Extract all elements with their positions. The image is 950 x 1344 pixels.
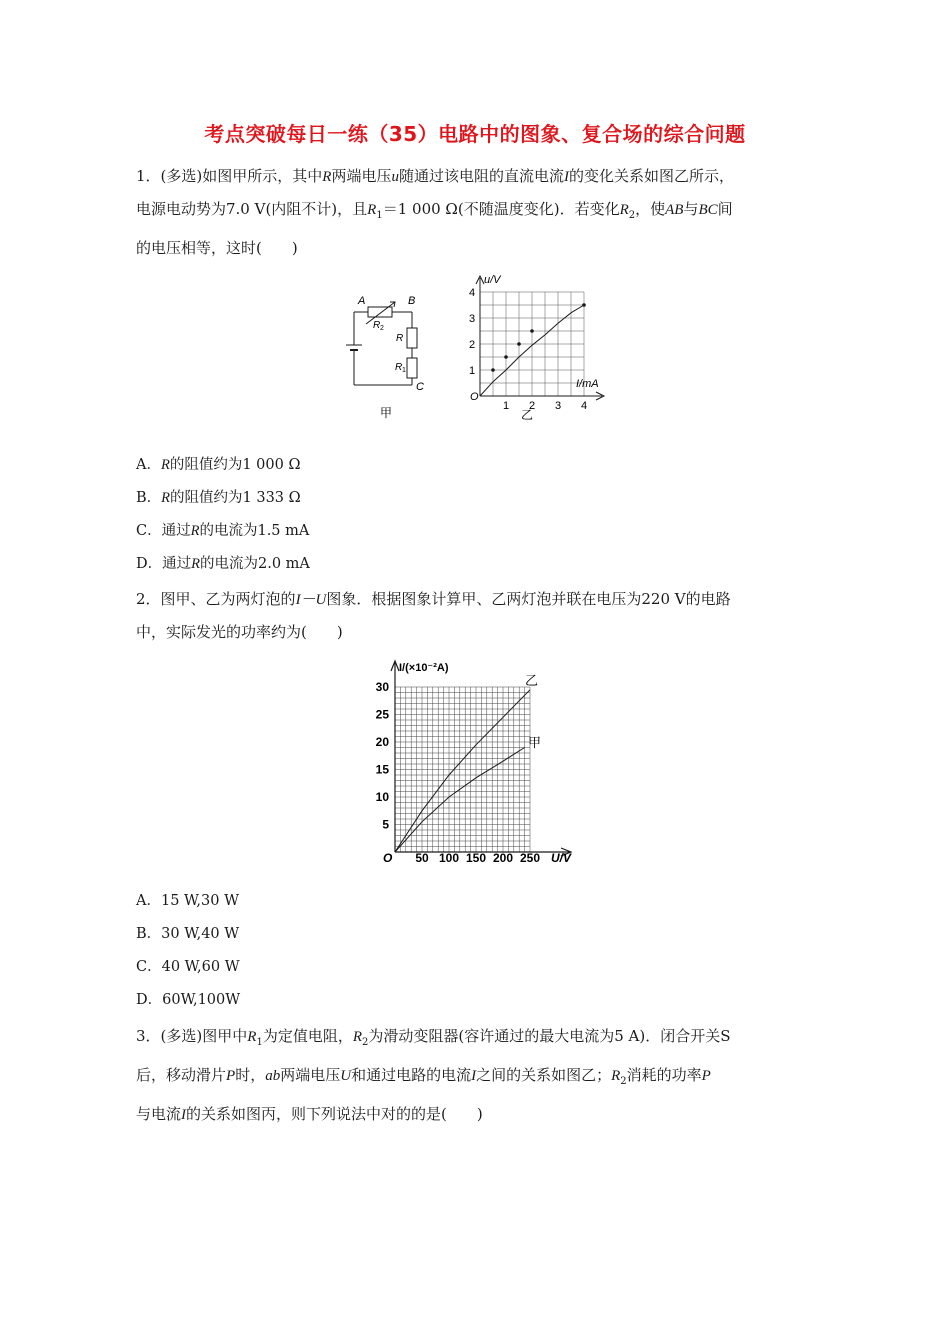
label-b: B (408, 295, 416, 307)
yi-ytick: 2 (469, 339, 476, 351)
r-resistor (407, 328, 417, 348)
question-1 (136, 160, 826, 264)
chart-iu (365, 655, 590, 870)
question-2-line-1: 2．图甲、乙为两灯泡的I－U图象．根据图象计算甲、乙两灯泡并联在电压为220 V的电路 (136, 590, 731, 608)
question-3-line-3: 与电流I的关系如图丙，则下列说法中对的的是( ) (136, 1105, 483, 1123)
iu-ytick: 25 (375, 707, 389, 722)
iu-ylabel: I/(×10⁻²A) (399, 662, 449, 674)
circuit-figure-jia (340, 290, 440, 425)
iu-ytick: 10 (375, 790, 389, 804)
caption-jia: 甲 (380, 406, 393, 420)
r1-resistor (407, 358, 417, 378)
question-1-line-2: 电源电动势为7.0 V(内阻不计)，且$R_1=1$ 000 Ω(不随温度变化)．若变化$R_2$，使AB与BC间 (136, 200, 733, 221)
yi-xlabel: I/mA (576, 378, 599, 390)
label-r2: R (373, 320, 381, 331)
label-r1: R (395, 362, 403, 373)
option-1-a[interactable]: A．R的阻值约为1 000 Ω (136, 457, 301, 473)
yi-ytick: 1 (469, 365, 476, 377)
yi-xtick: 4 (581, 400, 588, 412)
label-r1-sub: 1 (402, 367, 406, 374)
question-1-line-1: 1．(多选)如图甲所示，其中R两端电压u随通过该电阻的直流电流I的变化关系如图乙所示， (136, 167, 734, 185)
yi-xtick: 3 (555, 400, 562, 412)
iu-ytick: 5 (382, 817, 389, 832)
iu-label-yi: 乙 (525, 673, 539, 688)
label-r: R (396, 333, 404, 344)
iu-xtick: 50 (415, 851, 429, 865)
option-1-c[interactable]: C．通过R的电流为1.5 mA (136, 523, 310, 539)
yi-point (582, 303, 586, 307)
option-2-c[interactable]: C．40 W,60 W (136, 959, 240, 975)
iu-ytick: 30 (375, 680, 389, 694)
iu-ytick: 15 (375, 762, 389, 777)
iu-origin: O (383, 851, 393, 865)
yi-ytick: 3 (469, 313, 476, 325)
iu-label-jia: 甲 (528, 735, 542, 750)
yi-xtick: 1 (503, 400, 510, 412)
question-1-line-3: 的电压相等，这时( ) (136, 239, 298, 257)
option-2-b[interactable]: B．30 W,40 W (136, 926, 240, 942)
label-c: C (416, 381, 424, 393)
iu-xtick: 100 (438, 851, 460, 865)
yi-point (504, 355, 508, 359)
yi-point (491, 368, 495, 372)
question-3 (136, 1020, 826, 1131)
iu-xtick: 200 (492, 851, 514, 865)
label-a: A (358, 295, 366, 307)
r2-resistor (368, 307, 392, 317)
iu-xtick: 150 (465, 851, 487, 865)
option-1-d[interactable]: D．通过R的电流为2.0 mA (136, 556, 310, 572)
yi-point (530, 329, 534, 333)
iu-xlabel: U/V (551, 851, 572, 865)
page-title: 考点突破每日一练（35）电路中的图象、复合场的综合问题 (204, 122, 746, 146)
option-1-b[interactable]: B．R的阻值约为1 333 Ω (136, 490, 301, 506)
chart-yi (462, 266, 612, 426)
iu-xtick: 250 (519, 851, 541, 865)
yi-origin: O (470, 391, 479, 403)
question-2-line-2: 中，实际发光的功率约为( ) (136, 623, 343, 641)
yi-xtick: 2 (529, 400, 536, 412)
yi-ytick: 4 (469, 287, 476, 299)
question-2 (136, 583, 826, 648)
option-2-d[interactable]: D．60W,100W (136, 992, 241, 1008)
iu-curve-yi (395, 690, 530, 852)
option-2-a[interactable]: A．15 W,30 W (136, 893, 239, 909)
question-3-line-1: 3．(多选)图甲中$R_1$为定值电阻，$R_2$为滑动变阻器(容许通过的最大电流为5 A)．闭合开关S (136, 1027, 731, 1048)
question-3-line-2: 后，移动滑片P时，ab两端电压U和通过电路的电流I之间的关系如图乙；$R_2$消耗的功率P (136, 1066, 711, 1087)
yi-caption: 乙 (521, 408, 534, 422)
label-r2-sub: 2 (380, 325, 384, 332)
yi-ylabel: u/V (484, 274, 501, 286)
yi-point (517, 342, 521, 346)
iu-ytick: 20 (375, 735, 389, 749)
